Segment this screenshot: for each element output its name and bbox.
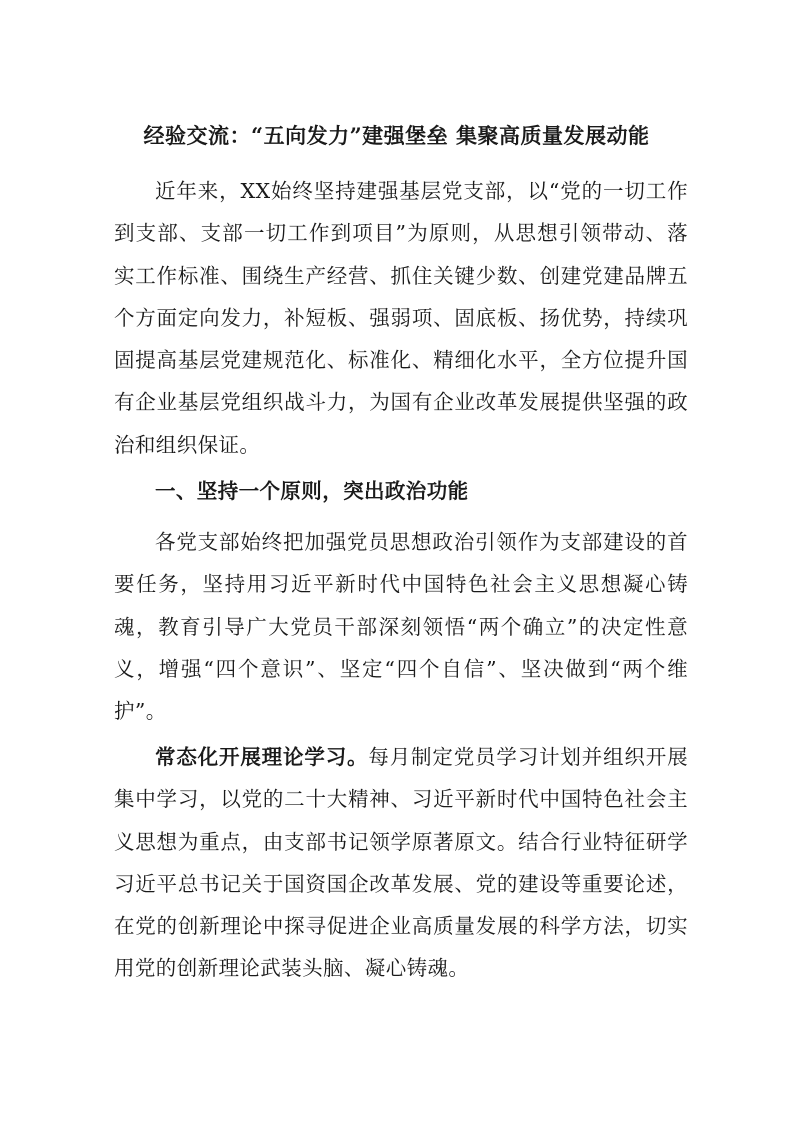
document-title: 经验交流：“五向发力”建强堡垒 集聚高质量发展动能 bbox=[143, 123, 650, 148]
section-1-paragraph-1: 各党支部始终把加强党员思想政治引领作为支部建设的首要任务，坚持用习近平新时代中国特色社会主义思想凝心铸魂，教育引导广大党员干部深刻领悟“两个确立”的决定性意义，增强“四个意识”、坚定“四个自信”、坚决做到“两个维护”。 bbox=[114, 530, 688, 724]
intro-paragraph: 近年来，XX始终坚持建强基层党支部，以“党的一切工作到支部、支部一切工作到项目”为原则，从思想引领带动、落实工作标准、围绕生产经营、抓住关键少数、创建党建品牌五个方面定向发力，补短板、强弱项、固底板、扬优势，持续巩固提高基层党建规范化、标准化、精细化水平，全方位提升国有企业基层党组织战斗力，为国有企业改革发展提供坚强的政治和组织保证。 bbox=[114, 179, 688, 457]
paragraph-body-text: 每月制定党员学习计划并组织开展集中学习，以党的二十大精神、习近平新时代中国特色社会主义思想为重点，由支部书记领学原著原文。结合行业特征研学 习近平总书记关于国资国企改革发展、党的建设等重要论述，在党的创新理论中探寻促进企业高质量发展的科学方法，切实用党的创新理论武装头脑、凝心铸魂。 bbox=[114, 745, 709, 981]
section-1-heading: 一、坚持一个原则，突出政治功能 bbox=[155, 479, 469, 503]
paragraph-lead-sentence: 常态化开展理论学习。 bbox=[155, 745, 369, 769]
section-1-paragraph-2 bbox=[114, 736, 709, 990]
